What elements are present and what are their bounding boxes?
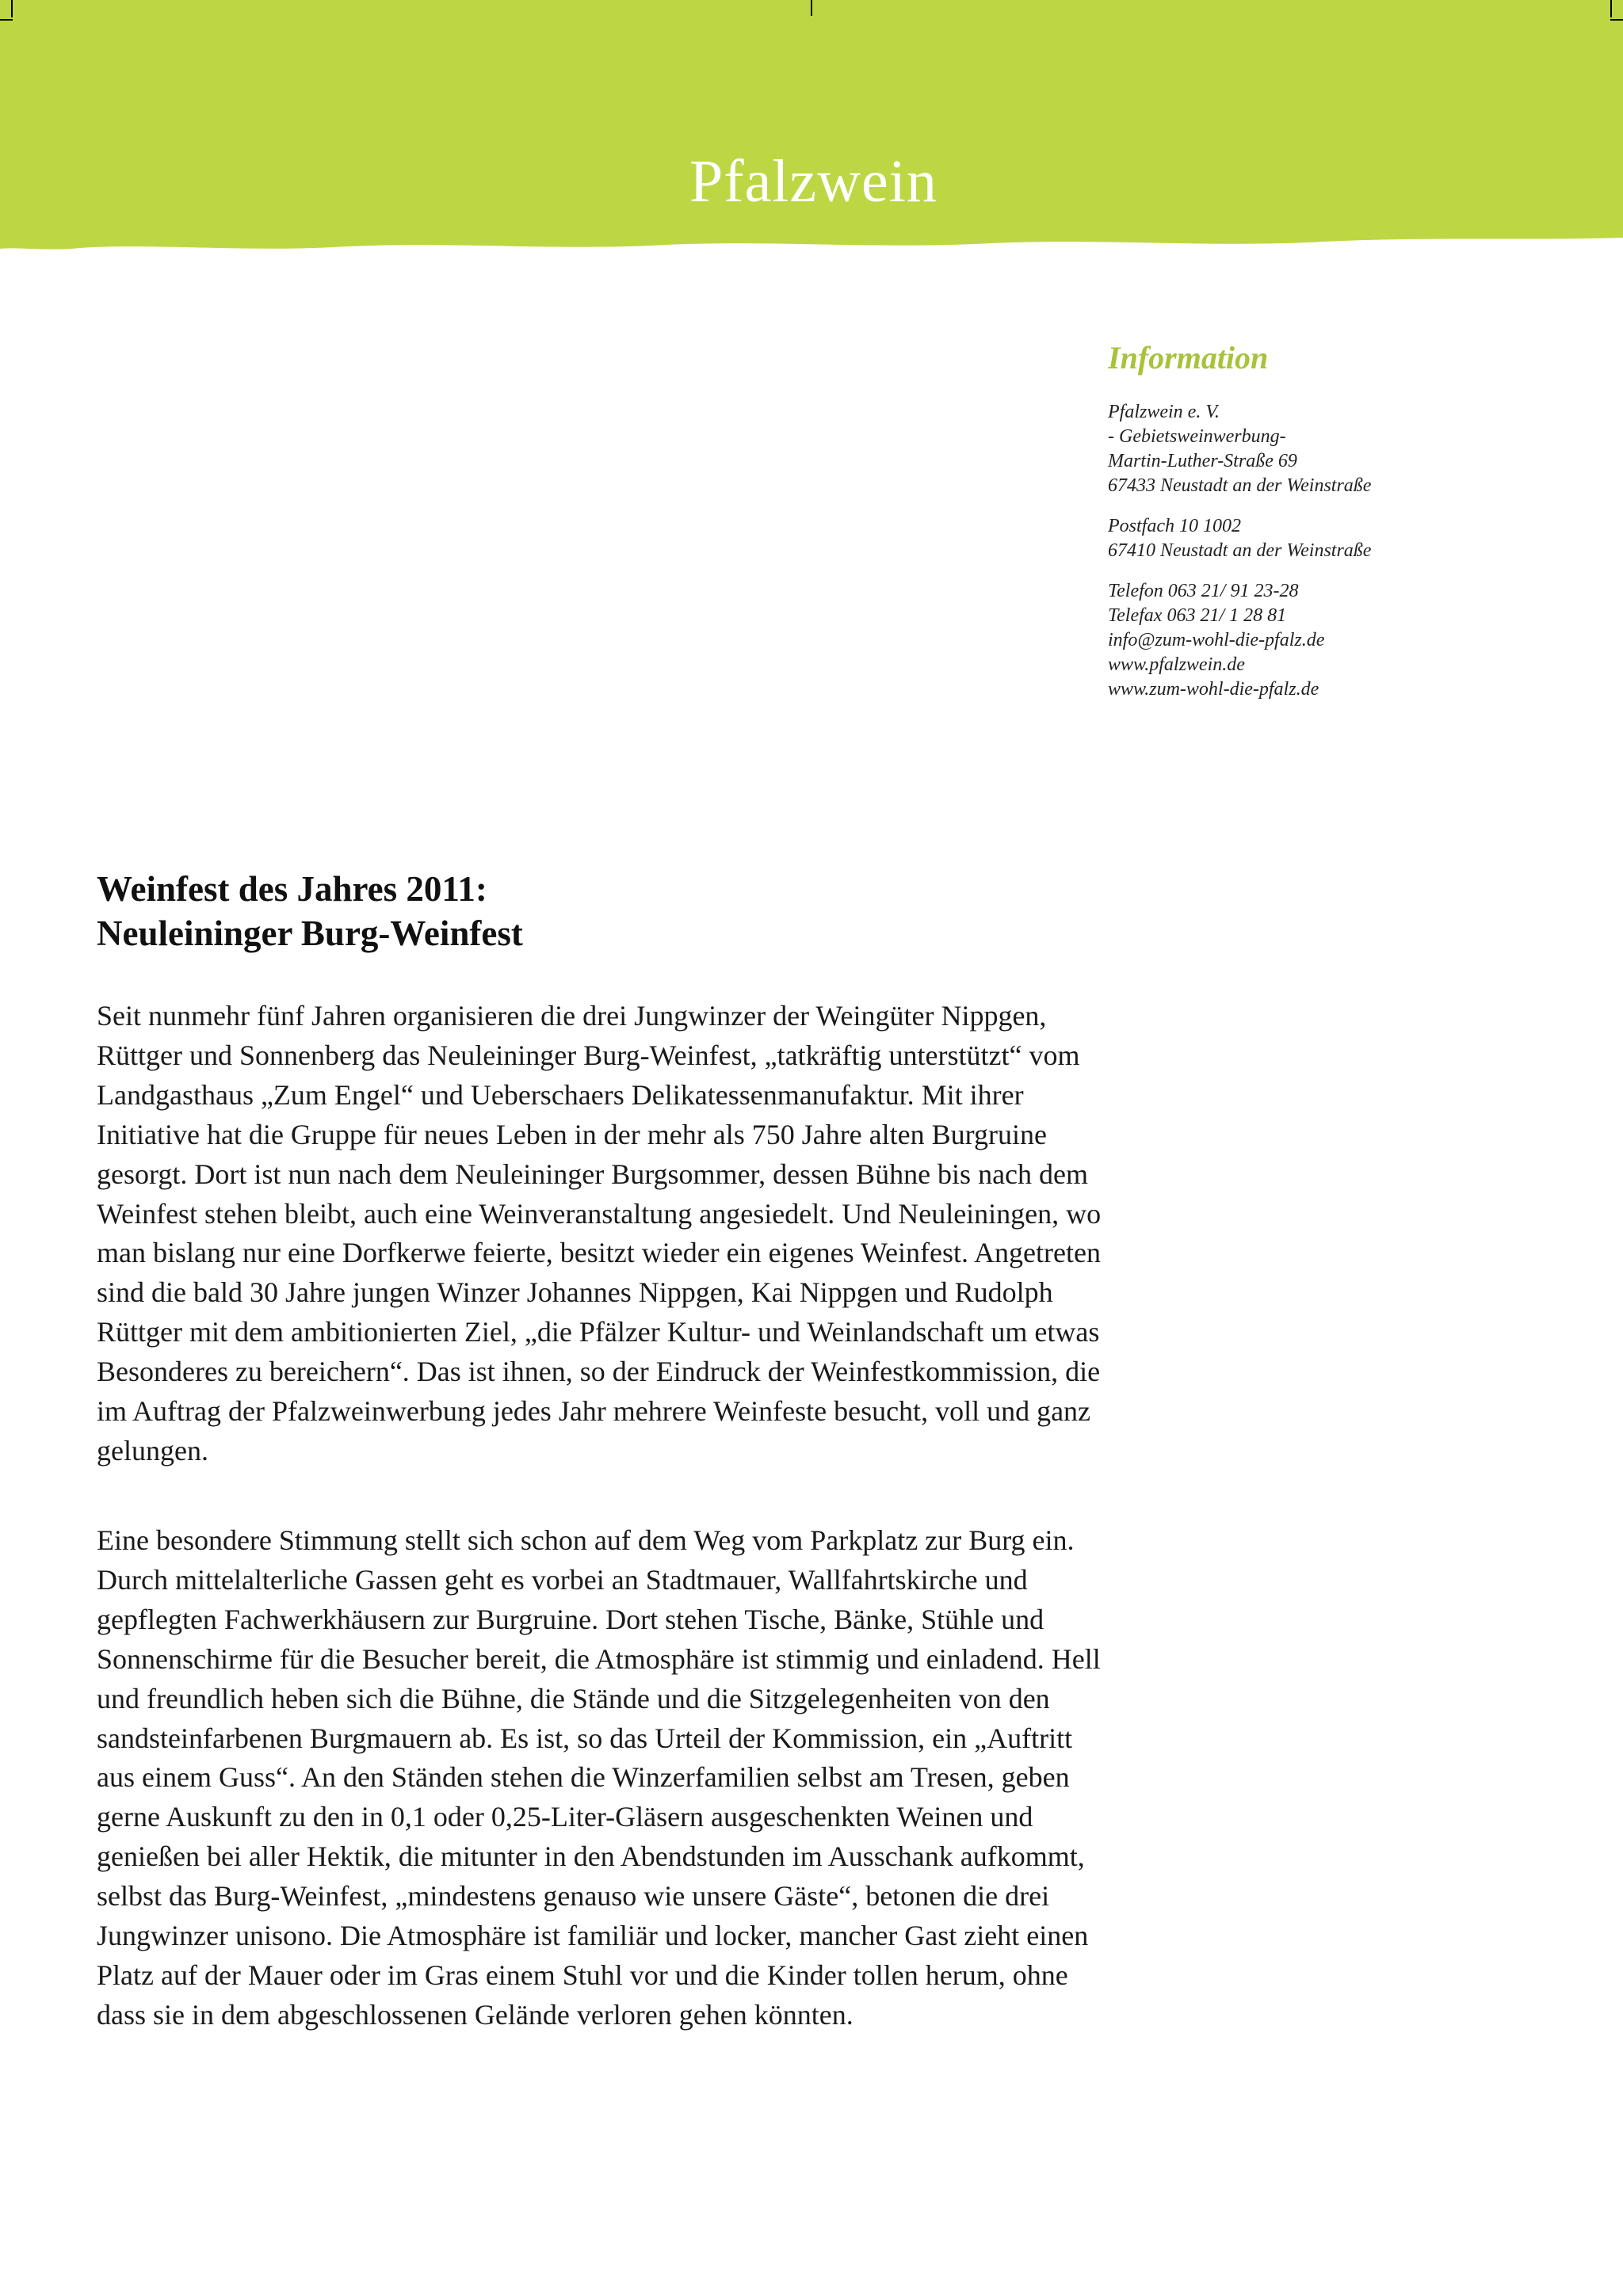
text-line: Eine besondere Stimmung stellt sich schon auf dem Weg vom Parkplatz zur Burg ein. bbox=[97, 1524, 1075, 1556]
article-paragraph bbox=[97, 1521, 1333, 2035]
text-line: gerne Auskunft zu den in 0,1 oder 0,25-Liter-Gläsern ausgeschenkten Weinen und bbox=[97, 1801, 1033, 1833]
article-title bbox=[97, 867, 523, 955]
article-paragraph bbox=[97, 997, 1333, 1471]
header-band bbox=[0, 0, 1623, 261]
website-link[interactable]: www.pfalzwein.de bbox=[1108, 654, 1245, 675]
crop-mark-top-left-v bbox=[11, 0, 13, 17]
text-line: Sonnenschirme für die Besucher bereit, die Atmosphäre ist stimmig und einladend. Hell bbox=[97, 1642, 1101, 1675]
crop-mark-top-right-v bbox=[1610, 0, 1612, 17]
title-line: Neuleininger Burg-Weinfest bbox=[97, 913, 523, 953]
text-line: aus einem Guss“. An den Ständen stehen die Winzerfamilien selbst am Tresen, geben bbox=[97, 1761, 1070, 1794]
text-line: gepflegten Fachwerkhäusern zur Burgruine. Dort stehen Tische, Bänke, Stühle und bbox=[97, 1603, 1044, 1635]
text-line: Weinfest stehen bleibt, auch eine Weinveranstaltung angesiedelt. Und Neuleiningen, wo bbox=[97, 1197, 1102, 1230]
address-line: - Gebietsweinwerbung- bbox=[1108, 426, 1286, 447]
text-line: im Auftrag der Pfalzweinwerbung jedes Jahr mehrere Weinfeste besucht, voll und ganz bbox=[97, 1395, 1091, 1428]
brand-logo-text: Pfalzwein bbox=[689, 148, 938, 215]
postbox-block bbox=[1108, 514, 1583, 563]
text-line: Jungwinzer unisono. Die Atmosphäre ist familiär und locker, mancher Gast zieht einen bbox=[97, 1920, 1089, 1952]
text-line: Rüttger und Sonnenberg das Neuleininger Burg-Weinfest, „tatkräftig unterstützt“ vom bbox=[97, 1039, 1080, 1071]
crop-mark-top-left-h bbox=[0, 19, 13, 21]
email-link[interactable]: info@zum-wohl-die-pfalz.de bbox=[1108, 630, 1325, 650]
crop-mark-top-center bbox=[811, 0, 812, 16]
text-line: und freundlich heben sich die Bühne, die Stände und die Sitzgelegenheiten von den bbox=[97, 1682, 1050, 1714]
text-line: Platz auf der Mauer oder im Gras einem Stuhl vor und die Kinder tollen herum, ohne bbox=[97, 1958, 1068, 1991]
address-line: Pfalzwein e. V. bbox=[1108, 402, 1220, 422]
info-box bbox=[1108, 339, 1583, 718]
postbox-line: Postfach 10 1002 bbox=[1108, 516, 1241, 536]
text-line: man bislang nur eine Dorfkerwe feierte, besitzt wieder ein eigenes Weinfest. Angetreten bbox=[97, 1237, 1101, 1269]
text-line: selbst das Burg-Weinfest, „mindestens genauso wie unsere Gäste“, betonen die drei bbox=[97, 1880, 1050, 1913]
text-line: gesorgt. Dort ist nun nach dem Neuleininger Burgsommer, dessen Bühne bis nach dem bbox=[97, 1158, 1088, 1190]
phone-line: Telefon 063 21/ 91 23-28 bbox=[1108, 581, 1299, 601]
fax-line: Telefax 063 21/ 1 28 81 bbox=[1108, 605, 1287, 626]
contact-block bbox=[1108, 579, 1583, 702]
address-block bbox=[1108, 400, 1583, 498]
text-line: dass sie in dem abgeschlossenen Gelände verloren gehen könnten. bbox=[97, 1998, 854, 2031]
text-line: sandsteinfarbenen Burgmauern ab. Es ist, so das Urteil der Kommission, ein „Auftritt bbox=[97, 1722, 1073, 1754]
address-line: Martin-Luther-Straße 69 bbox=[1108, 451, 1297, 471]
text-line: genießen bei aller Hektik, die mitunter in den Abendstunden im Ausschank aufkommt, bbox=[97, 1840, 1085, 1873]
text-line: Besonderes zu bereichern“. Das ist ihnen, so der Eindruck der Weinfestkommission, die bbox=[97, 1356, 1101, 1388]
title-line: Weinfest des Jahres 2011: bbox=[97, 869, 487, 909]
address-line: 67433 Neustadt an der Weinstraße bbox=[1108, 475, 1372, 496]
website-link[interactable]: www.zum-wohl-die-pfalz.de bbox=[1108, 679, 1319, 700]
info-heading: Information bbox=[1108, 340, 1269, 376]
text-line: Initiative hat die Gruppe für neues Leben in der mehr als 750 Jahre alten Burgruine bbox=[97, 1118, 1047, 1150]
text-line: Seit nunmehr fünf Jahren organisieren die drei Jungwinzer der Weingüter Nippgen, bbox=[97, 1000, 1047, 1032]
text-line: gelungen. bbox=[97, 1434, 208, 1466]
green-band-shape bbox=[0, 0, 1623, 261]
crop-mark-top-right-h bbox=[1610, 19, 1623, 21]
text-line: sind die bald 30 Jahre jungen Winzer Johannes Nippgen, Kai Nippgen und Rudolph bbox=[97, 1276, 1053, 1309]
text-line: Durch mittelalterliche Gassen geht es vorbei an Stadtmauer, Wallfahrtskirche und bbox=[97, 1563, 1028, 1596]
text-line: Rüttger mit dem ambitionierten Ziel, „die Pfälzer Kultur- und Weinlandschaft um etwas bbox=[97, 1316, 1100, 1348]
postbox-line: 67410 Neustadt an der Weinstraße bbox=[1108, 540, 1372, 561]
text-line: Landgasthaus „Zum Engel“ und Ueberschaers Delikatessenmanufaktur. Mit ihrer bbox=[97, 1078, 1024, 1111]
